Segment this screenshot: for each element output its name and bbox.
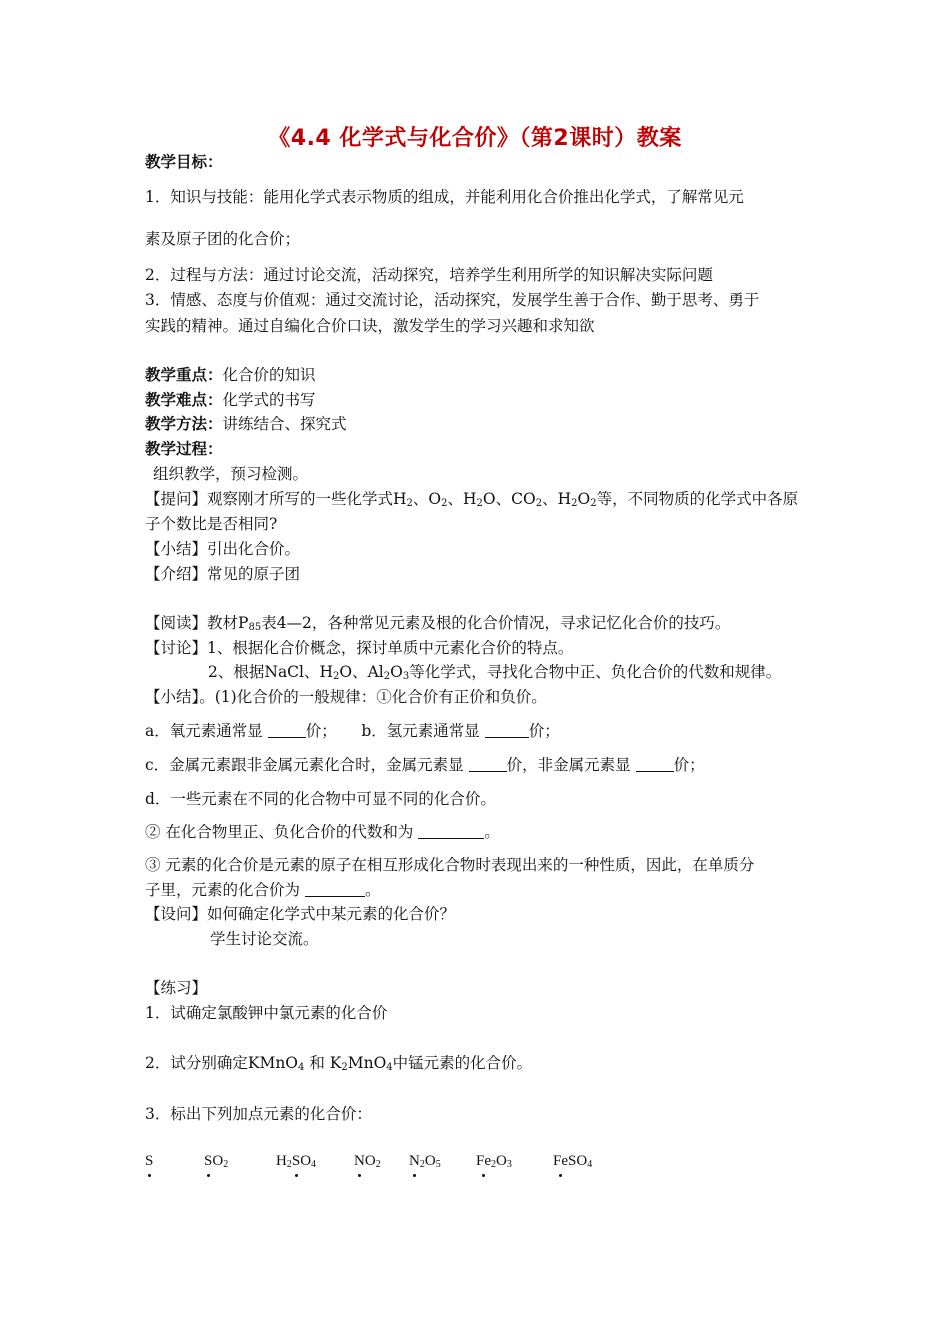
rule-c: c．金属元素跟非金属元素化合时，金属元素显 价，非金属元素显 价； (145, 756, 705, 774)
exercise-2: 2．试分别确定KMnO$_4$ 和 $K_2MnO_4$中锰元素的化合价。 (145, 1054, 533, 1073)
summary-2: 【小结】。(1)化合价的一般规律：①化合价有正价和负价。 (145, 688, 547, 706)
summary-1: 【小结】引出化合价。 (145, 540, 301, 558)
question-2: 【设问】如何确定化学式中某元素的化合价？ (145, 905, 456, 923)
difficulty: 教学难点：化学式的书写 (145, 391, 316, 409)
rule-d: d．一些元素在不同的化合物中可显不同的化合价。 (145, 790, 496, 808)
formula-n2o5: $N_2O_5$ (409, 1153, 441, 1170)
rule-a: a．氧元素通常显 价； b．氢元素通常显 价； (145, 722, 560, 740)
formula-h2so4: $H_2SO_4$ (276, 1153, 317, 1170)
teaching-method: 教学方法：讲练结合、探究式 (145, 415, 347, 433)
objectives-heading: 教学目标： (145, 153, 223, 171)
rule-3-line2: 子里，元素的化合价为 。 (145, 881, 381, 899)
formula-no2: $NO_2$ (354, 1153, 381, 1170)
key-point: 教学重点：化合价的知识 (145, 366, 316, 384)
blank[interactable] (418, 824, 484, 839)
intro-1: 【介绍】常见的原子团 (145, 565, 301, 583)
exercise-1: 1．试确定氯酸钾中氯元素的化合价 (145, 1004, 388, 1022)
page-title: 《4.4 化学式与化合价》（第2课时）教案 (268, 126, 682, 151)
process-heading: 教学过程： (145, 440, 223, 458)
blank[interactable] (636, 757, 674, 772)
objective-3-line2: 实践的精神。通过自编化合价口诀，激发学生的学习兴趣和求知欲 (145, 317, 595, 335)
formula-s: S (145, 1153, 154, 1169)
blank[interactable] (305, 882, 365, 897)
formula-feso4: FeSO$_4$ (553, 1153, 593, 1170)
rule-3-line1: ③ 元素的化合价是元素的原子在相互形成化合物时表现出来的一种性质，因此，在单质分 (145, 856, 755, 874)
rule-2: ② 在化合物里正、负化合价的代数和为 。 (145, 823, 500, 841)
formula-so2: $SO_2$ (204, 1153, 229, 1170)
objective-2: 2．过程与方法：通过讨论交流，活动探究，培养学生利用所学的知识解决实际问题 (145, 266, 713, 284)
discussion-2: 2、根据NaCl、$H_2O$、$Al_2O_3$等化学式，寻找化合物中正、负化合价的代数和规律。 (208, 663, 782, 682)
question-2-line2: 学生讨论交流。 (210, 930, 319, 948)
objective-1-line1: 1．知识与技能：能用化学式表示物质的组成，并能利用化合价推出化学式，了解常见元 (145, 188, 744, 206)
blank[interactable] (469, 757, 507, 772)
question-1: 【提问】观察刚才所写的一些化学式$H_2$、$O_2$、$H_2O$、$CO_2$、$H_2O_2$等，不同物质的化学式中各原 (145, 490, 799, 509)
objective-3-line1: 3．情感、态度与价值观：通过交流讨论，活动探究，发展学生善于合作、勤于思考、勇于 (145, 291, 760, 309)
blank[interactable] (485, 723, 529, 738)
objective-1-line2: 素及原子团的化合价； (145, 230, 301, 248)
question-1-line2: 子个数比是否相同? (145, 515, 278, 533)
practice-heading: 【练习】 (145, 979, 208, 997)
reading: 【阅读】教材$P_{85}$表4—2，各种常见元素及根的化合价情况，寻求记忆化合价的技巧。 (145, 614, 731, 633)
discussion-1: 【讨论】1、根据化合价概念，探讨单质中元素化合价的特点。 (145, 639, 574, 657)
process-step: 组织教学，预习检测。 (153, 465, 309, 483)
exercise-3: 3．标出下列加点元素的化合价： (145, 1105, 372, 1123)
blank[interactable] (268, 723, 306, 738)
formula-fe2o3: $Fe_2O_3$ (476, 1153, 512, 1170)
